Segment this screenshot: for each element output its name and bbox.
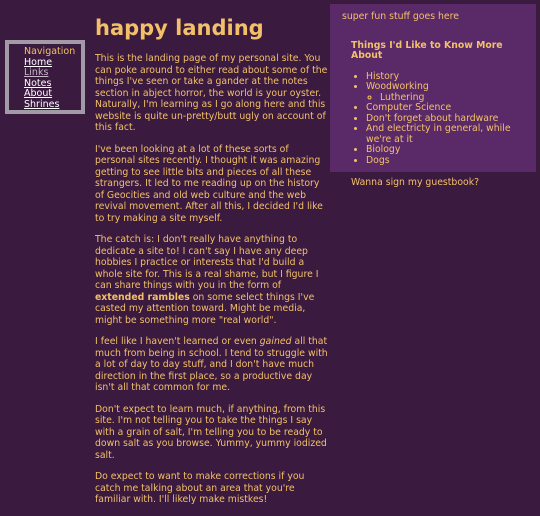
gained-text: gained	[259, 336, 292, 347]
page-title: happy landing	[95, 16, 264, 40]
school-text-a: I feel like I haven't learned or even	[95, 336, 260, 347]
catch-paragraph	[95, 234, 328, 326]
guestbook-text: Wanna sign my guestbook?	[351, 177, 480, 188]
interests-list	[342, 72, 524, 167]
navigation-box	[5, 40, 85, 114]
catch-text-b: on some select things I've casted my attention toward. Might be media, might be something more "real world".	[95, 291, 315, 326]
corrections-paragraph: Do expect to want to make corrections if you catch me talking about an area that you're familiar with. I'll likely make mistkes!	[95, 471, 305, 505]
list-item-biology: • Biology	[366, 145, 524, 156]
intro-paragraph: This is the landing page of my personal site. You can poke around to either read about some of the things I've seen or take a gander at the notes section in abject horror, the world is your oyster. Naturally, I'm learning as I go along here and this website is quite un-pretty/butt ugly on account of this fact.	[95, 53, 328, 133]
woodworking-label: Woodworking	[366, 81, 429, 92]
nav-link-shrines[interactable]: Shrines	[24, 98, 60, 110]
list-item-dogs: • Dogs	[366, 156, 524, 167]
list-item-computer-science: • Computer Science	[366, 103, 524, 114]
school-paragraph	[95, 336, 328, 394]
catch-text-a: The catch is: I don't really have anything to dedicate a site to! I can't say I have any deep hobbies I practice or interests that I'd build a whole site for. This is a real shame, but I figure I can share things with you in the form of	[95, 234, 319, 291]
interests-heading: Things I'd Like to Know More About	[351, 39, 503, 61]
list-item-woodworking	[366, 82, 524, 103]
list-item-luthering: ◦ Luthering	[380, 93, 524, 104]
navigation-title: Navigation	[24, 46, 76, 57]
main-content	[95, 15, 328, 516]
salt-paragraph: Don't expect to learn much, if anything, from this site. I'm not telling you to take the things I say with a grain of salt, I'm telling you to be ready to down salt as you browse. Yummy, yummy iodized salt.	[95, 403, 327, 461]
list-item-electricity: • And electricty in general, while we're at it	[366, 124, 524, 145]
school-text-b: all that much from being in school. I tend to struggle with a lot of day to day stuff, and I don't have much direction in the first place, so a productive day isn't all that common for me.	[95, 336, 328, 393]
nav-link-notes[interactable]: Notes	[24, 77, 52, 89]
nav-link-home[interactable]: Home	[24, 56, 53, 68]
nav-link-links[interactable]: Links	[24, 67, 49, 78]
sidebar[interactable]	[330, 4, 536, 188]
nav-link-about[interactable]: About	[24, 88, 53, 99]
sidebar-top-text: super fun stuff goes here	[342, 11, 459, 22]
extended-rambles-text: extended rambles	[95, 291, 190, 303]
personal-sites-paragraph: I've been looking at a lot of these sorts of personal sites recently. I thought it was amazing getting to see little bits and pieces of all these strangers. It led to me reading up on the history of Geocities and old web culture and the web revival movement. After all this, I decided I'd like to try making a site myself.	[95, 143, 323, 224]
list-item-hardware: • Don't forget about hardware	[366, 114, 524, 125]
list-item-history: • History	[366, 72, 524, 83]
navigation-inner	[9, 44, 81, 110]
